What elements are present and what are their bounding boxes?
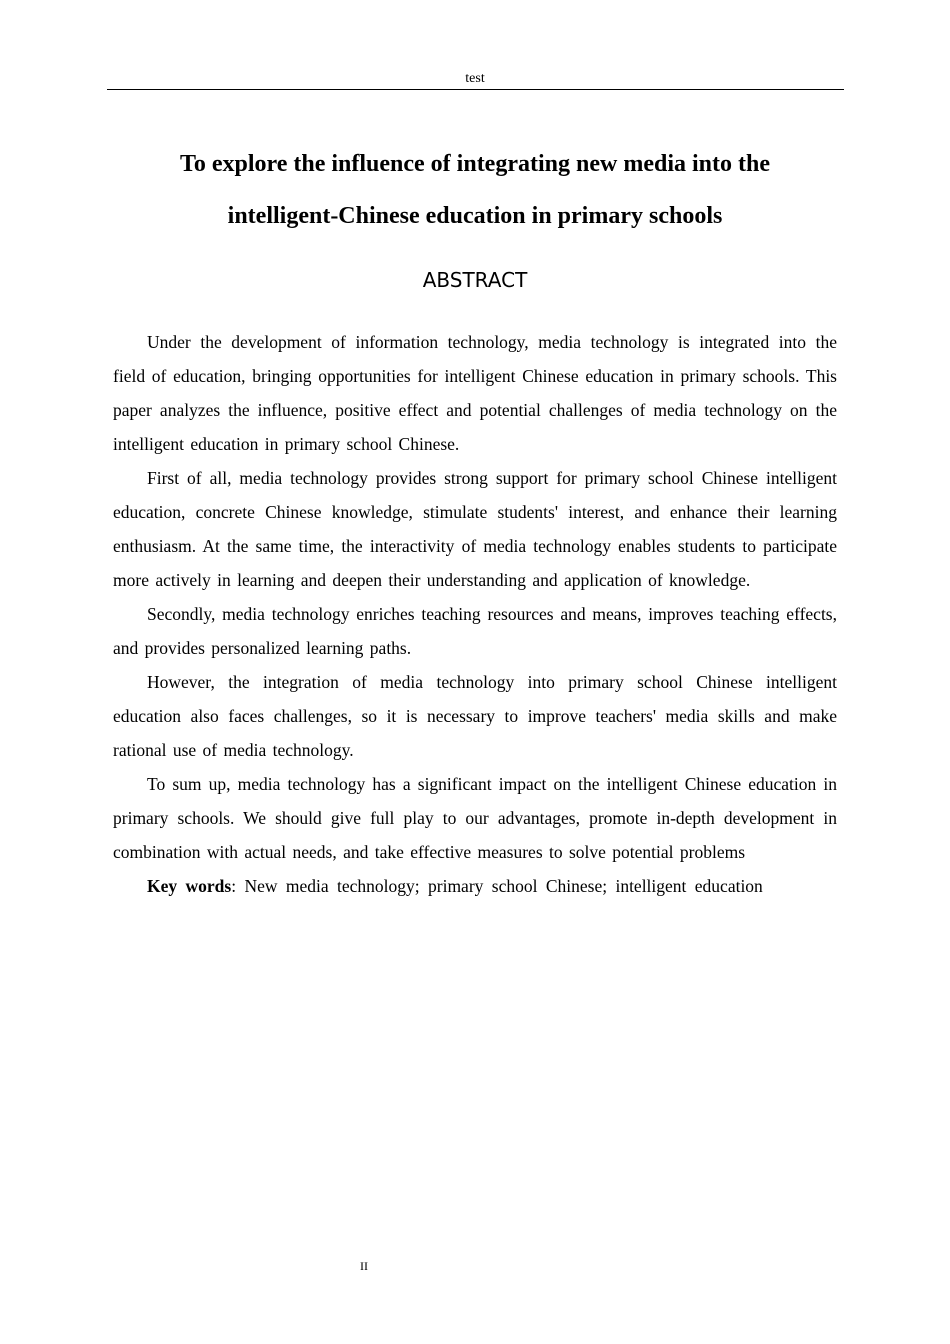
page-number: II <box>360 1259 368 1273</box>
keywords-separator: : <box>231 876 237 896</box>
paper-title-line-2: intelligent-Chinese education in primary schools <box>227 203 723 229</box>
abstract-paragraph-1: Under the development of information technology, media technology is integrated into the field of education, bringing opportunities for intelligent Chinese education in primary schools. This paper analyzes the influence, positive effect and potential challenges of media technology on the intelligent education in primary school Chinese. <box>113 332 837 454</box>
keywords-line <box>113 869 837 903</box>
abstract-paragraph-3: Secondly, media technology enriches teaching resources and means, improves teaching effects, and provides personalized learning paths. <box>113 604 837 658</box>
abstract-paragraph-4: However, the integration of media technology into primary school Chinese intelligent education also faces challenges, so it is necessary to improve teachers' media skills and make rational use of media technology. <box>113 672 837 760</box>
abstract-paragraph-2: First of all, media technology provides strong support for primary school Chinese intelligent education, concrete Chinese knowledge, stimulate students' interest, and enhance their learning enthusiasm. At the same time, the interactivity of media technology enables students to participate more actively in learning and deepen their understanding and application of knowledge. <box>113 468 837 590</box>
keywords-text: New media technology; primary school Chinese; intelligent education <box>236 876 763 896</box>
abstract-heading: ABSTRACT <box>422 268 528 292</box>
paper-title <box>113 138 837 242</box>
abstract-paragraph-5: To sum up, media technology has a significant impact on the intelligent Chinese education in primary schools. We should give full play to our advantages, promote in-depth development in combination with actual needs, and take effective measures to solve potential problems <box>113 774 837 862</box>
paper-title-line-1: To explore the influence of integrating new media into the <box>180 151 770 177</box>
abstract-body <box>113 325 837 903</box>
running-header: test <box>465 71 485 86</box>
keywords-label: Key words <box>147 876 232 896</box>
header-rule <box>107 89 844 90</box>
